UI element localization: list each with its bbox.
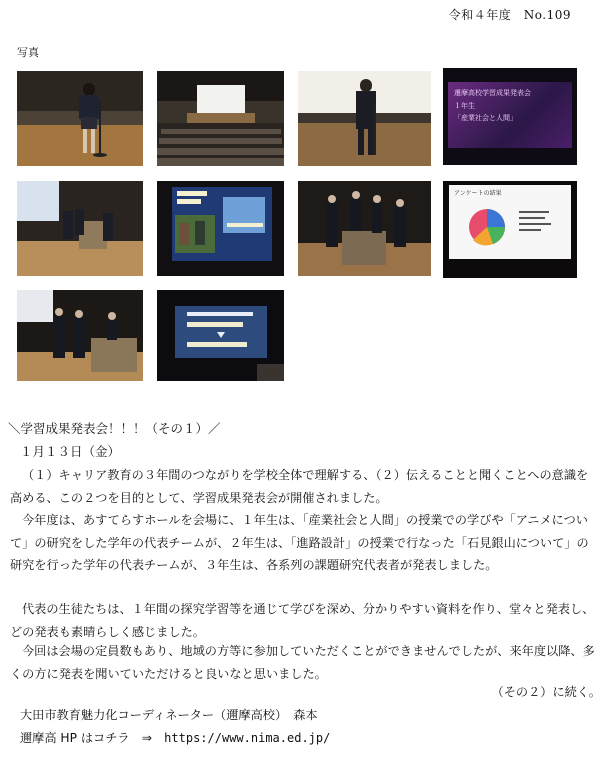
photo-presentation-slide-field — [157, 181, 284, 276]
photo-hall-audience — [157, 71, 284, 166]
homepage-link[interactable]: https://www.nima.ed.jp/ — [164, 731, 331, 745]
article-paragraph: 今年度は、あすてらすホールを会場に、１年生は、「産業社会と人間」の授業での学びや「アニメについて」の研究をした学年の代表チームが、２年生は、「進路設計」の授業で行なった「石見銀山について」の研究を行った学年の代表チームが、３年生は、各系列の課題研究代表者が発表しました。 — [10, 513, 589, 572]
photos-label: 写真 — [17, 46, 39, 59]
homepage-label: 邇摩高 HP はコチラ ⇒ — [20, 731, 165, 745]
article-paragraph: （１）キャリア教育の３年間のつながりを学校全体で理解する、（２）伝えることと聞くことへの意識を高める、この２つを目的として、学習成果発表会が開催されました。 — [10, 468, 589, 505]
article-paragraph: 今回は会場の定員数もあり、地域の方等に参加していただくことができませんでしたが、来年度以降、多くの方に発表を聞いていただけると良いなと思いました。 — [10, 644, 595, 681]
photo-student-speaker — [17, 71, 143, 166]
slide-title-line2: １年生 — [454, 102, 475, 110]
continued-note: （その２）に続く。 — [491, 685, 601, 699]
photo-teacher-speaker — [298, 71, 431, 166]
slide-title-line1: 遷摩高校学習成果発表会 — [454, 89, 531, 97]
photo-team-at-lectern — [298, 181, 431, 276]
slide-title-line3: 「産業社会と人間」 — [454, 114, 517, 122]
photo-presenters-right — [17, 290, 143, 381]
article-date: １月１３日（金） — [20, 444, 121, 459]
photo-survey-slide — [443, 181, 577, 278]
photo-title-slide — [443, 68, 577, 165]
survey-slide-title: アンケートの結果 — [454, 190, 502, 197]
author-signature: 大田市教育魅力化コーディネーター（邇摩高校） 森本 — [20, 708, 318, 722]
photo-stage-presenters — [17, 181, 143, 276]
article-paragraph: 代表の生徒たちは、１年間の探究学習等を通じて学びを深め、分かりやすい資料を作り、堂々と発表し、どの発表も素晴らしく感じました。 — [10, 602, 595, 639]
photo-slide-arrow — [157, 290, 284, 381]
homepage-line — [20, 729, 330, 746]
issue-header: 令和４年度 No.109 — [448, 8, 571, 22]
article-title: ＼学習成果発表会！！！（その１）／ — [8, 421, 221, 436]
